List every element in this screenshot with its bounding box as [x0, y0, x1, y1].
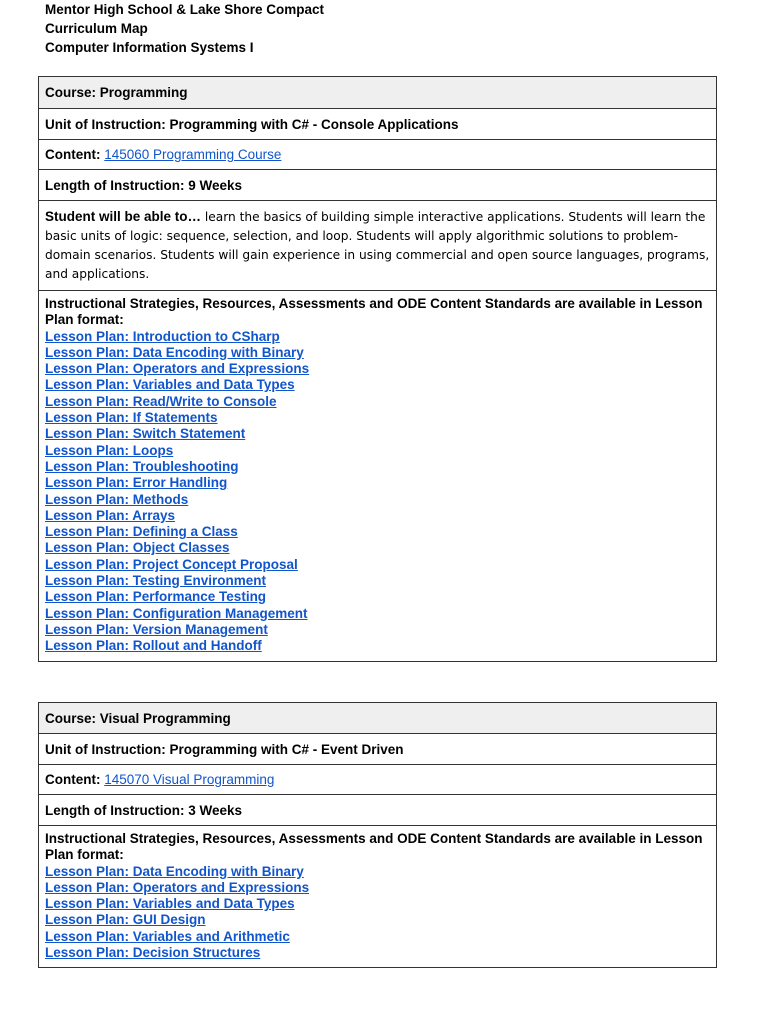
- student-outcomes-row: [39, 201, 716, 291]
- lesson-plan-link[interactable]: Lesson Plan: Rollout and Handoff: [45, 638, 262, 654]
- lesson-plan-list: [45, 329, 710, 655]
- lesson-plan-item: [45, 880, 710, 896]
- lesson-plan-link[interactable]: Lesson Plan: If Statements: [45, 410, 218, 426]
- lesson-plan-link[interactable]: Lesson Plan: GUI Design: [45, 912, 206, 928]
- content-link[interactable]: 145070 Visual Programming: [104, 772, 275, 787]
- lesson-plan-link[interactable]: Lesson Plan: Introduction to CSharp: [45, 328, 280, 344]
- content-label: Content:: [45, 147, 101, 162]
- lesson-plan-link[interactable]: Lesson Plan: Configuration Management: [45, 605, 308, 621]
- content-link[interactable]: 145060 Programming Course: [104, 147, 282, 162]
- lesson-plan-link[interactable]: Lesson Plan: Data Encoding with Binary: [45, 344, 304, 360]
- lesson-plan-link[interactable]: Lesson Plan: Arrays: [45, 507, 176, 523]
- strategies-intro: Instructional Strategies, Resources, Assessments and ODE Content Standards are available in Lesson Plan format:: [45, 296, 703, 328]
- length-row: [39, 170, 716, 201]
- lesson-plan-item: [45, 345, 710, 361]
- lesson-plan-item: [45, 443, 710, 459]
- unit-label: Unit of Instruction: Programming with C# - Event Driven: [45, 741, 404, 757]
- lesson-plan-link[interactable]: Lesson Plan: Troubleshooting: [45, 458, 239, 474]
- unit-row: [39, 109, 716, 140]
- course-label: Course: Visual Programming: [45, 710, 231, 726]
- document-header: [45, 0, 324, 57]
- lesson-plan-link[interactable]: Lesson Plan: Project Concept Proposal: [45, 556, 298, 572]
- lesson-plan-item: [45, 492, 710, 508]
- lesson-plan-link[interactable]: Lesson Plan: Variables and Data Types: [45, 896, 295, 912]
- lesson-plan-item: [45, 573, 710, 589]
- course-table-visual-programming: [38, 702, 717, 968]
- unit-row: [39, 734, 716, 765]
- lesson-plan-link[interactable]: Lesson Plan: Decision Structures: [45, 945, 261, 961]
- school-name: Mentor High School & Lake Shore Compact: [45, 2, 325, 17]
- lesson-plan-link[interactable]: Lesson Plan: Variables and Data Types: [45, 377, 295, 393]
- lesson-plan-link[interactable]: Lesson Plan: Error Handling: [45, 475, 228, 491]
- lesson-plan-item: [45, 329, 710, 345]
- lesson-plan-item: [45, 589, 710, 605]
- lesson-plan-item: [45, 622, 710, 638]
- lesson-plan-item: [45, 638, 710, 654]
- lesson-plan-link[interactable]: Lesson Plan: Data Encoding with Binary: [45, 863, 304, 879]
- lesson-plan-item: [45, 896, 710, 912]
- lesson-plan-item: [45, 524, 710, 540]
- course-label: Course: Programming: [45, 85, 188, 100]
- lesson-plan-item: [45, 475, 710, 491]
- lesson-plan-item: [45, 945, 710, 961]
- strategies-row: [39, 826, 716, 968]
- lesson-plan-item: [45, 426, 710, 442]
- unit-label: Unit of Instruction: Programming with C# - Console Applications: [45, 116, 459, 132]
- lesson-plan-item: [45, 929, 710, 945]
- lesson-plan-item: [45, 540, 710, 556]
- lesson-plan-list: [45, 864, 710, 962]
- lesson-plan-item: [45, 606, 710, 622]
- length-label: Length of Instruction: 9 Weeks: [45, 177, 243, 193]
- lesson-plan-link[interactable]: Lesson Plan: Switch Statement: [45, 426, 246, 442]
- content-label: Content:: [45, 772, 101, 787]
- strategies-intro: Instructional Strategies, Resources, Assessments and ODE Content Standards are available in Lesson Plan format:: [45, 831, 703, 863]
- lesson-plan-link[interactable]: Lesson Plan: Read/Write to Console: [45, 393, 277, 409]
- length-row: [39, 795, 716, 826]
- lesson-plan-link[interactable]: Lesson Plan: Operators and Expressions: [45, 361, 310, 377]
- strategies-row: [39, 291, 716, 662]
- content-row: [39, 140, 716, 170]
- lesson-plan-link[interactable]: Lesson Plan: Testing Environment: [45, 573, 267, 589]
- lesson-plan-link[interactable]: Lesson Plan: Defining a Class: [45, 524, 238, 540]
- lesson-plan-link[interactable]: Lesson Plan: Performance Testing: [45, 589, 267, 605]
- lesson-plan-link[interactable]: Lesson Plan: Loops: [45, 442, 174, 458]
- lesson-plan-item: [45, 394, 710, 410]
- lesson-plan-item: [45, 410, 710, 426]
- course-table-programming: [38, 76, 717, 662]
- student-lead: Student will be able to…: [45, 209, 202, 224]
- lesson-plan-item: [45, 459, 710, 475]
- subject-title: Computer Information Systems I: [45, 40, 254, 55]
- course-row: [39, 77, 716, 109]
- doc-title: Curriculum Map: [45, 21, 148, 36]
- lesson-plan-item: [45, 557, 710, 573]
- lesson-plan-link[interactable]: Lesson Plan: Operators and Expressions: [45, 879, 310, 895]
- lesson-plan-link[interactable]: Lesson Plan: Variables and Arithmetic: [45, 928, 290, 944]
- student-text: learn the basics of building simple interactive applications. Students will learn the basic units of logic: sequence, selection, and loop. Students will apply algorithmic solutions to problem-domain scenarios. Students will gain experience in using commercial and open source languages, programs, and applications.: [45, 210, 710, 281]
- lesson-plan-item: [45, 864, 710, 880]
- lesson-plan-link[interactable]: Lesson Plan: Methods: [45, 491, 189, 507]
- lesson-plan-item: [45, 377, 710, 393]
- lesson-plan-item: [45, 361, 710, 377]
- lesson-plan-link[interactable]: Lesson Plan: Object Classes: [45, 540, 230, 556]
- lesson-plan-item: [45, 912, 710, 928]
- course-row: [39, 703, 716, 734]
- length-label: Length of Instruction: 3 Weeks: [45, 802, 243, 818]
- content-row: [39, 765, 716, 795]
- lesson-plan-link[interactable]: Lesson Plan: Version Management: [45, 621, 268, 637]
- lesson-plan-item: [45, 508, 710, 524]
